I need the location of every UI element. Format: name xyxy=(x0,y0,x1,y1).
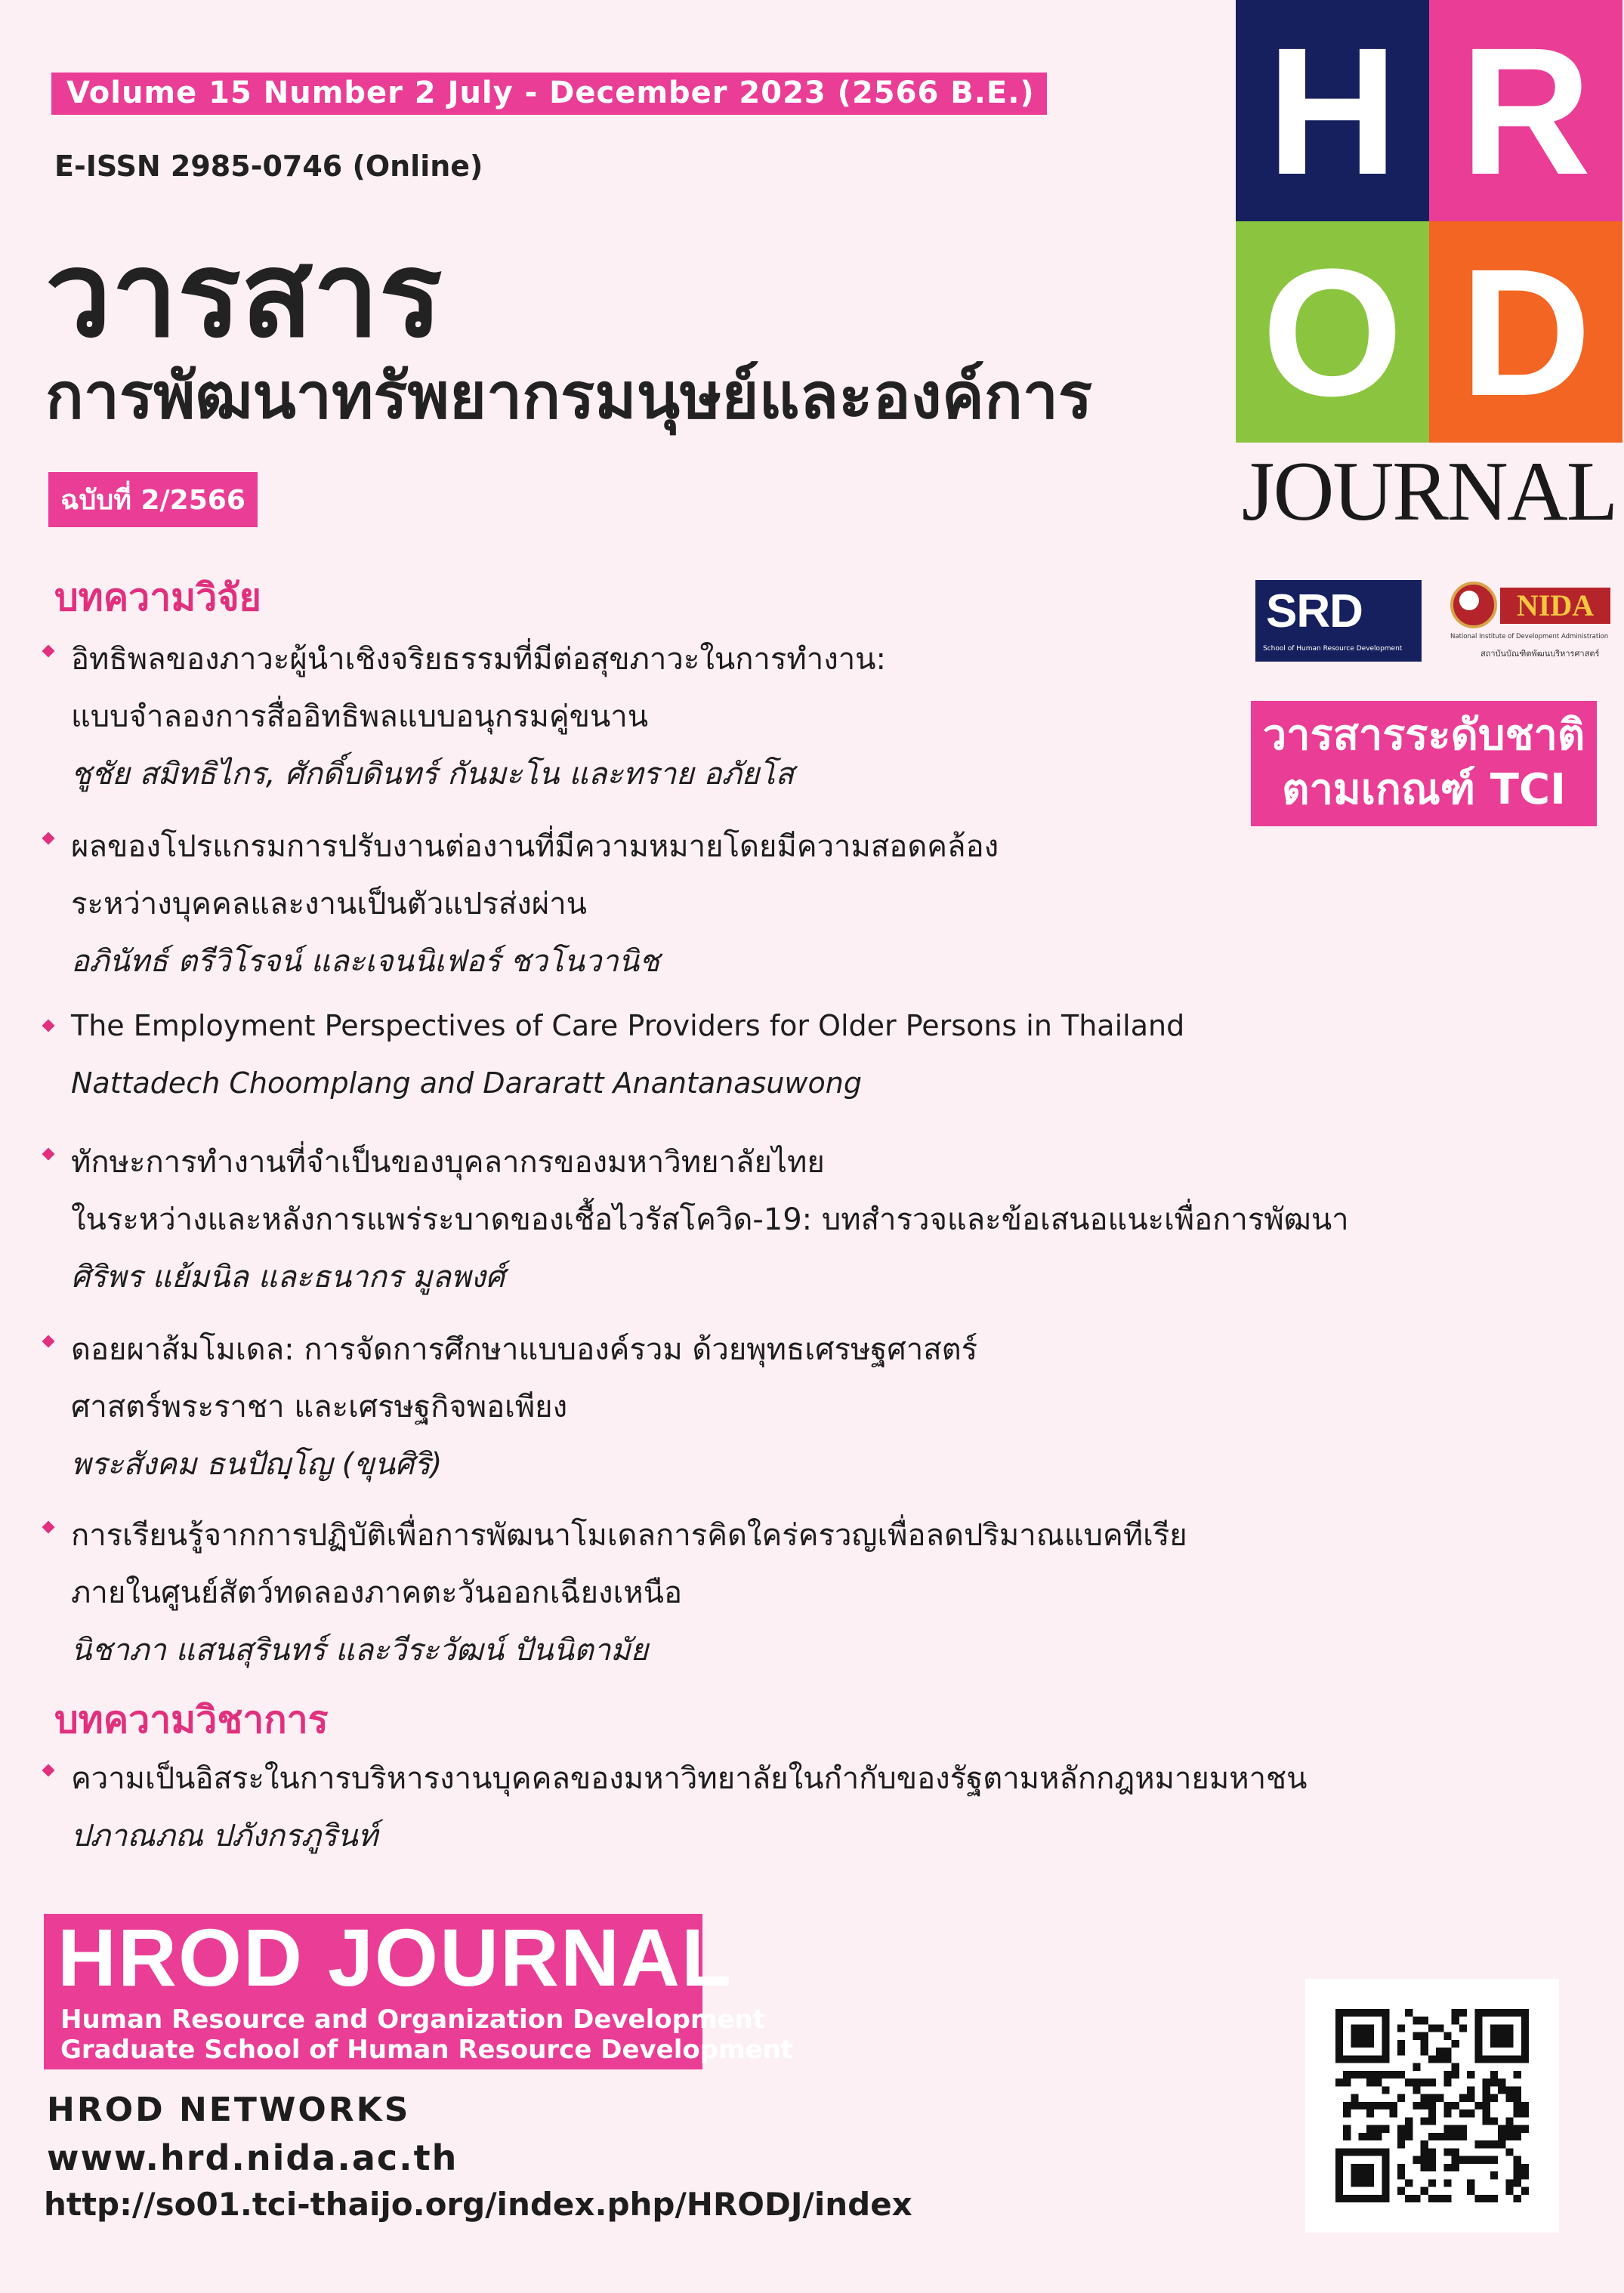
bullet-icon xyxy=(42,1020,55,1032)
article-authors: ศิริพร แย้มนิล และธนากร มูลพงศ์ xyxy=(71,1260,505,1295)
nida-subtitle-th: สถาบันบัณฑิตพัฒนบริหารศาสตร์ xyxy=(1480,649,1600,659)
article-title-line: ดอยผาส้มโมเดล: การจัดการศึกษาแบบองค์รวม ด้วยพุทธเศรษฐศาสตร์ xyxy=(71,1332,978,1367)
nida-subtitle-en: National Institute of Development Administration xyxy=(1450,633,1609,640)
article-title-line: อิทธิพลของภาวะผู้นำเชิงจริยธรรมที่มีต่อสุขภาวะในการทำงาน: xyxy=(71,642,887,677)
article-title-line: ในระหว่างและหลังการแพร่ระบาดของเชื้อไวรัสโควิด-19: บทสำรวจและข้อเสนอแนะเพื่อการพัฒนา xyxy=(71,1202,1349,1237)
logo-tile-h: H xyxy=(1236,0,1429,221)
footer-subtitle-2: Graduate School of Human Resource Development xyxy=(60,2035,794,2065)
article-title-line: ทักษะการทำงานที่จำเป็นของบุคลากรของมหาวิทยาลัยไทย xyxy=(71,1145,825,1180)
article-title-line: ความเป็นอิสระในการบริหารงานบุคคลของมหาวิทยาลัยในกำกับของรัฐตามหลักกฎหมายมหาชน xyxy=(71,1761,1308,1796)
footer-title: HROD JOURNAL xyxy=(57,1912,733,2003)
article-title-line: การเรียนรู้จากการปฏิบัติเพื่อการพัฒนาโมเดลการคิดใคร่ครวญเพื่อลดปริมาณแบคทีเรีย xyxy=(71,1518,1187,1553)
article-title-line: ผลของโปรแกรมการปรับงานต่องานที่มีความหมายโดยมีความสอดคล้อง xyxy=(71,829,999,864)
networks-label: HROD NETWORKS xyxy=(47,2091,411,2129)
journal-title: วารสาร xyxy=(45,226,443,363)
srd-logo-text: SRD xyxy=(1266,585,1363,637)
qr-code-frame xyxy=(1305,1979,1559,2233)
tci-badge-line2: ตามเกณฑ์ TCI xyxy=(1282,765,1566,814)
issn-text: E-ISSN 2985-0746 (Online) xyxy=(54,150,483,183)
footer-subtitle-1: Human Resource and Organization Development xyxy=(60,2004,765,2035)
qr-code-icon[interactable] xyxy=(1335,2009,1529,2202)
website-link[interactable]: www.hrd.nida.ac.th xyxy=(47,2137,458,2178)
article-title-line: ศาสตร์พระราชา และเศรษฐกิจพอเพียง xyxy=(71,1390,568,1424)
bullet-icon xyxy=(42,1148,55,1161)
article-authors: นิชาภา แสนสุรินทร์ และวีระวัฒน์ ปันนิตามัย xyxy=(71,1633,649,1668)
logo-journal-word: JOURNAL xyxy=(1241,445,1617,539)
article-title-line: ระหว่างบุคคลและงานเป็นตัวแปรส่งผ่าน xyxy=(71,887,588,921)
article-title-line: ภายในศูนย์สัตว์ทดลองภาคตะวันออกเฉียงเหนือ xyxy=(71,1575,682,1610)
nida-logo xyxy=(1449,580,1613,662)
logo-tile-r: R xyxy=(1429,0,1622,221)
footer-banner xyxy=(44,1912,794,2069)
article-title-line: แบบจำลองการสื่ออิทธิพลแบบอนุกรมคู่ขนาน xyxy=(71,699,649,734)
bullet-icon xyxy=(42,1335,55,1348)
srd-logo xyxy=(1255,580,1422,662)
nida-seal-center xyxy=(1459,591,1479,610)
article-authors: ชูชัย สมิทธิไกร, ศักดิ์บดินทร์ กันมะโน และทราย อภัยโส xyxy=(71,757,795,792)
article-title-line: The Employment Perspectives of Care Providers for Older Persons in Thailand xyxy=(71,1009,1185,1042)
bullet-icon xyxy=(42,1521,55,1534)
tci-url-link[interactable]: http://so01.tci-thaijo.org/index.php/HRODJ/index xyxy=(44,2186,912,2223)
section-heading-academic: บทความวิชาการ xyxy=(54,1698,329,1742)
srd-logo-subtitle: School of Human Resource Development xyxy=(1263,645,1403,653)
bullet-icon xyxy=(42,832,55,845)
article-authors: พระสังคม ธนปัญฺโญ (ขุนศิริ) xyxy=(71,1447,443,1482)
nida-logo-text: NIDA xyxy=(1500,588,1610,624)
section-heading-research: บทความวิจัย xyxy=(54,576,261,619)
volume-badge: Volume 15 Number 2 July - December 2023 (2566 B.E.) xyxy=(51,73,1047,115)
tci-badge xyxy=(1251,701,1597,826)
journal-subtitle: การพัฒนาทรัพยากรมนุษย์และองค์การ xyxy=(45,359,1093,433)
issue-badge: ฉบับที่ 2/2566 xyxy=(48,472,258,527)
bullet-icon xyxy=(42,645,55,658)
tci-badge-line1: วารสารระดับชาติ xyxy=(1262,711,1585,760)
bullet-icon xyxy=(42,1764,55,1777)
logo-tile-o: O xyxy=(1236,221,1429,443)
article-authors: Nattadech Choomplang and Dararatt Anantanasuwong xyxy=(71,1066,862,1100)
logo-tile-d: D xyxy=(1429,221,1622,443)
article-authors: ปภาณภณ ปภังกรภูรินท์ xyxy=(71,1819,378,1853)
article-authors: อภินัทธ์ ตรีวิโรจน์ และเจนนิเฟอร์ ชวโนวานิช xyxy=(71,944,660,979)
